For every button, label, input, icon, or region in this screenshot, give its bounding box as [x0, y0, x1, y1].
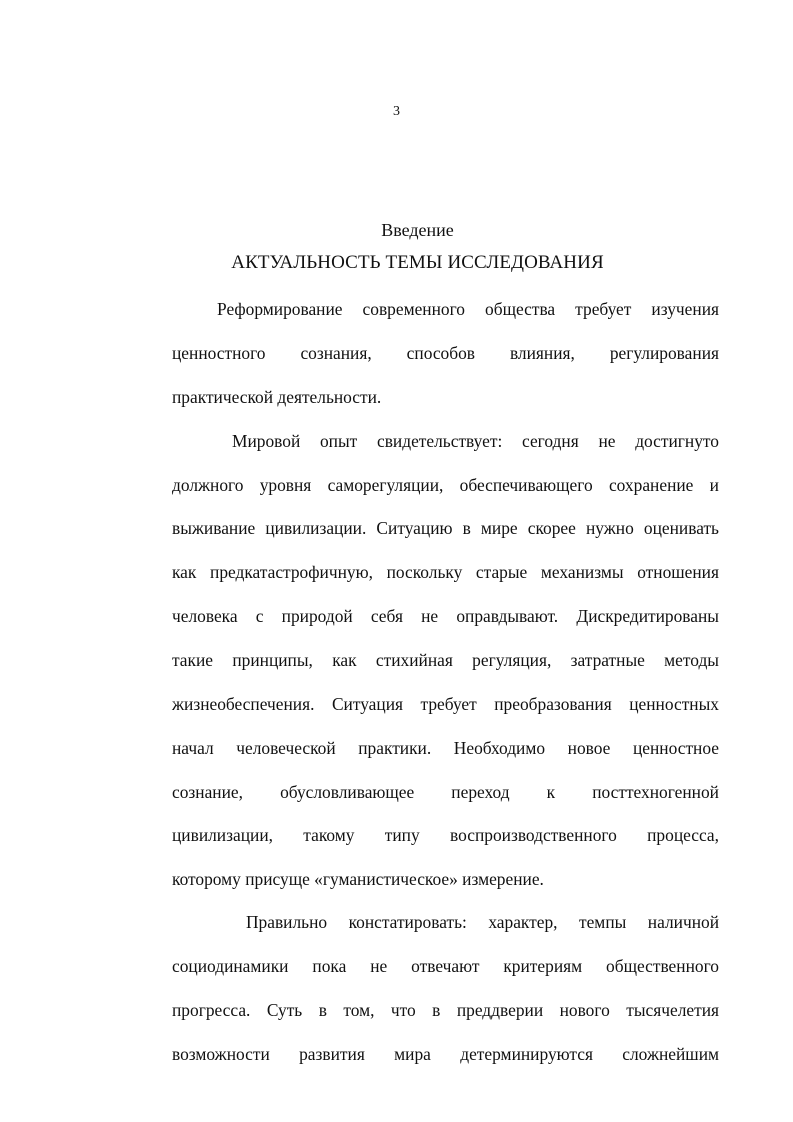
text-line: как предкатастрофичную, поскольку старые механизмы отношения — [172, 562, 719, 582]
text-line: социодинамики пока не отвечают критериям общественного — [172, 956, 719, 976]
section-subheading: АКТУАЛЬНОСТЬ ТЕМЫ ИССЛЕДОВАНИЯ — [231, 252, 604, 273]
text-line: сознание, обусловливающее переход к посттехногенной — [172, 782, 719, 802]
text-line: такие принципы, как стихийная регуляция, затратные методы — [172, 650, 719, 670]
text-line: человека с природой себя не оправдывают. Дискредитированы — [172, 606, 719, 626]
text-line: жизнеобеспечения. Ситуация требует преобразования ценностных — [172, 694, 719, 714]
text-line: выживание цивилизации. Ситуацию в мире скорее нужно оценивать — [172, 518, 719, 538]
text-line: практической деятельности. — [172, 387, 382, 407]
text-line: начал человеческой практики. Необходимо новое ценностное — [172, 738, 719, 758]
text-line: ценностного сознания, способов влияния, регулирования — [172, 343, 719, 363]
text-line: Правильно констатировать: характер, темпы наличной — [246, 912, 719, 932]
text-line: прогресса. Суть в том, что в преддверии нового тысячелетия — [172, 1000, 719, 1020]
text-line: должного уровня саморегуляции, обеспечивающего сохранение и — [172, 475, 719, 495]
text-line: Реформирование современного общества требует изучения — [217, 299, 719, 319]
text-line: возможности развития мира детерминируются сложнейшим — [172, 1044, 719, 1064]
section-heading: Введение — [381, 220, 454, 240]
text-line: цивилизации, такому типу воспроизводственного процесса, — [172, 825, 719, 845]
text-line: Мировой опыт свидетельствует: сегодня не достигнуто — [232, 431, 719, 451]
text-line: которому присуще «гуманистическое» измерение. — [172, 869, 544, 889]
page-number: 3 — [393, 104, 400, 119]
